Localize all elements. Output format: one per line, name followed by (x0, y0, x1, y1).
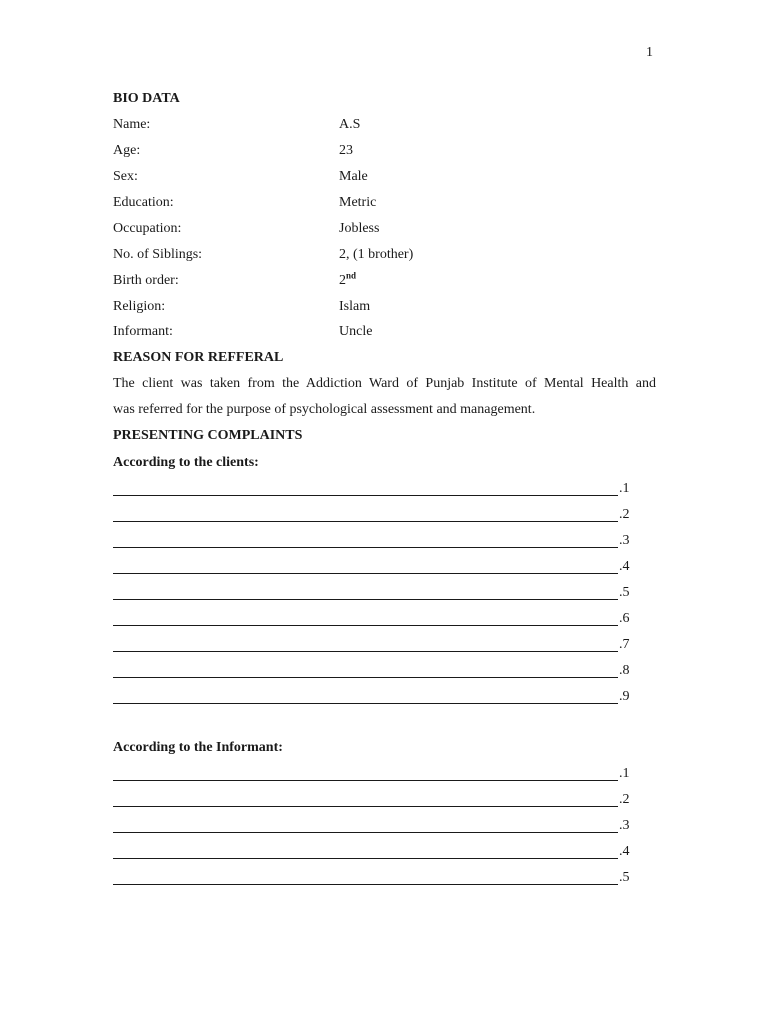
clients-subheading: According to the clients: (113, 455, 259, 470)
complaint-blank-row (113, 792, 633, 812)
blank-number: .1 (619, 766, 630, 781)
bio-row-informant (113, 324, 658, 344)
page-number: 1 (646, 45, 653, 60)
blank-number: .5 (619, 870, 630, 885)
complaint-blank-row (113, 533, 633, 553)
bio-value: Islam (339, 299, 371, 314)
referral-line: was referred for the purpose of psychological assessment and management. (113, 402, 536, 417)
complaint-blank-row (113, 844, 633, 864)
blank-line (113, 832, 618, 833)
blank-line (113, 806, 618, 807)
bio-value: Metric (339, 195, 377, 210)
blank-number: .8 (619, 663, 630, 678)
blank-number: .4 (619, 559, 630, 574)
blank-line (113, 703, 618, 704)
complaint-blank-row (113, 481, 633, 501)
complaint-blank-row (113, 559, 633, 579)
blank-line (113, 858, 618, 859)
bio-label: Informant: (113, 324, 173, 339)
complaint-blank-row (113, 870, 633, 890)
blank-line (113, 677, 618, 678)
bio-label: Sex: (113, 169, 138, 184)
bio-row-education (113, 195, 658, 215)
bio-value: Uncle (339, 324, 373, 339)
complaint-blank-row (113, 663, 633, 683)
bio-row-occupation (113, 221, 658, 241)
bio-row-sex (113, 169, 658, 189)
complaint-blank-row (113, 585, 633, 605)
informant-subheading: According to the Informant: (113, 740, 283, 755)
bio-label: No. of Siblings: (113, 247, 203, 262)
birth-order-number: 2 (339, 273, 346, 288)
blank-number: .3 (619, 818, 630, 833)
bio-value: 2, (1 brother) (339, 247, 414, 262)
bio-data-heading: BIO DATA (113, 91, 180, 106)
complaint-blank-row (113, 611, 633, 631)
blank-number: .2 (619, 792, 630, 807)
bio-row-age (113, 143, 658, 163)
bio-row-religion (113, 299, 658, 319)
bio-value: 23 (339, 143, 353, 158)
blank-number: .3 (619, 533, 630, 548)
bio-row-name (113, 117, 658, 137)
blank-number: .1 (619, 481, 630, 496)
complaint-blank-row (113, 766, 633, 786)
blank-number: .5 (619, 585, 630, 600)
bio-value (339, 270, 357, 289)
blank-number: .6 (619, 611, 630, 626)
referral-line: The client was taken from the Addiction Ward of Punjab Institute of Mental Health and (113, 376, 656, 391)
bio-row-siblings (113, 247, 658, 267)
bio-value: Jobless (339, 221, 380, 236)
blank-number: .9 (619, 689, 630, 704)
complaint-blank-row (113, 689, 633, 709)
blank-number: .7 (619, 637, 630, 652)
referral-paragraph (113, 371, 656, 423)
complaint-blank-row (113, 637, 633, 657)
blank-line (113, 573, 618, 574)
bio-value: Male (339, 169, 368, 184)
bio-label: Birth order: (113, 273, 179, 288)
blank-number: .4 (619, 844, 630, 859)
blank-line (113, 780, 618, 781)
referral-heading: REASON FOR REFFERAL (113, 350, 284, 365)
blank-line (113, 521, 618, 522)
bio-label: Occupation: (113, 221, 182, 236)
bio-value: A.S (339, 117, 361, 132)
ordinal-suffix: nd (346, 270, 357, 281)
blank-line (113, 495, 618, 496)
blank-number: .2 (619, 507, 630, 522)
complaint-blank-row (113, 818, 633, 838)
bio-label: Name: (113, 117, 151, 132)
blank-line (113, 599, 618, 600)
complaints-heading: PRESENTING COMPLAINTS (113, 428, 303, 443)
bio-label: Religion: (113, 299, 166, 314)
blank-line (113, 625, 618, 626)
blank-line (113, 884, 618, 885)
blank-line (113, 651, 618, 652)
complaint-blank-row (113, 507, 633, 527)
bio-label: Education: (113, 195, 174, 210)
bio-label: Age: (113, 143, 141, 158)
blank-line (113, 547, 618, 548)
bio-row-birth-order (113, 270, 658, 293)
